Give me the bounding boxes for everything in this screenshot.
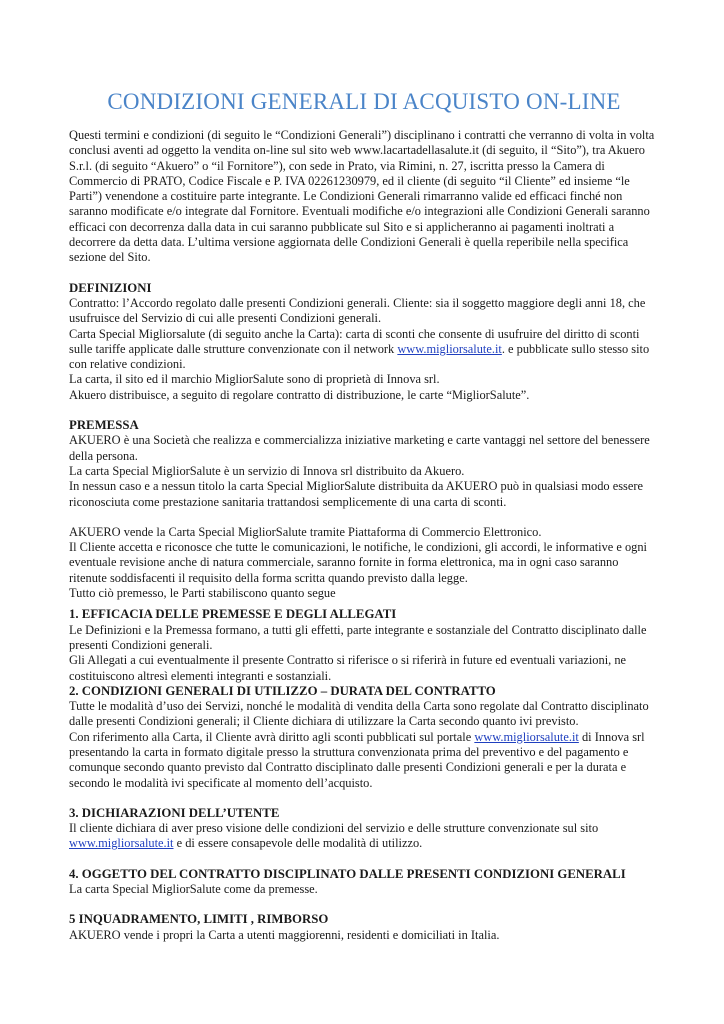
definizioni-paragraph-1: Contratto: l’Accordo regolato dalle presenti Condizioni generali. Cliente: sia il soggetto maggiore degli anni 18, che usufruisce del Servizio di cui alle presenti Condizioni generali. (69, 295, 646, 326)
section-2-paragraph-2: Con riferimento alla Carta, il Cliente avrà diritto agli sconti pubblicati sul portale www.migliorsalute.it di Innova srl presentando la carta in formato digitale presso la struttura convenzionata prima del preventivo e del pagamento e comunque secondo quanto previsto dal Contratto disciplinato dalle presenti Condizioni generali e per la durata e secondo le modalità ivi specificate al momento dell’acquisto. (69, 729, 645, 790)
premessa-paragraph-5: Il Cliente accetta e riconosce che tutte le comunicazioni, le notifiche, le condizioni, gli accordi, le informative e ogni eventuale revisione anche di natura commerciale, saranno fornite in forma elettronica, ma in ogni caso saranno ritenute soddisfacenti il requisito della forma scritta quando previsto dalla legge. (69, 540, 647, 585)
definizioni-paragraph-4: Akuero distribuisce, a seguito di regolare contratto di distribuzione, le carte “MigliorSalute”. (69, 387, 530, 402)
migliorsalute-link[interactable]: www.migliorsalute.it (397, 341, 502, 356)
section-1-paragraph-2: Gli Allegati a cui eventualmente il presente Contratto si riferisce o si riferirà in future ed eventuali variazioni, ne costituiscono altresì elementi integranti e sostanziali. (69, 653, 627, 683)
premessa-paragraph-3: In nessun caso e a nessun titolo la carta Special MigliorSalute distribuita da AKUERO può in qualsiasi modo essere riconosciuta come prestazione sanitaria trattandosi semplicemente di una carta di sconti. (69, 479, 643, 509)
intro-paragraph: Questi termini e condizioni (di seguito le “Condizioni Generali”) disciplinano i contratti che verranno di volta in volta conclusi aventi ad oggetto la vendita on-line sul sito web www.lacartadellasalute.it (di seguito, il “Sito”), tra Akuero S.r.l. (di seguito “Akuero” o “il Fornitore”), con sede in Prato, via Rimini, n. 27, iscritta presso la Camera di Commercio di PRATO, Codice Fiscale e P. IVA 02261230979, ed il cliente (di seguito “il Cliente” ed insieme “le Parti”) venendone a costituire parte integrante. Le Condizioni Generali rimarranno valide ed efficaci finché non saranno modificate e/o integrate dal Fornitore. Eventuali modifiche e/o integrazioni alle Condizioni Generali saranno efficaci con decorrenza dalla data in cui saranno pubblicate sul Sito e si applicheranno ai pagamenti inoltrati a decorrere da detta data. L’ultima versione aggiornata delle Condizioni Generali è quella reperibile nella specifica sezione del Sito. (69, 128, 655, 265)
document-page (69, 88, 659, 943)
document-title: CONDIZIONI GENERALI DI ACQUISTO ON-LINE (107, 89, 621, 114)
section-heading-definizioni: DEFINIZIONI (69, 280, 152, 295)
section-heading-premessa: PREMESSA (69, 418, 139, 433)
premessa-paragraph-6: Tutto ciò premesso, le Parti stabiliscono quanto segue (69, 586, 336, 601)
section-heading-5: 5 INQUADRAMENTO, LIMITI , RIMBORSO (69, 912, 329, 927)
definizioni-paragraph-2: Carta Special Migliorsalute (di seguito anche la Carta): carta di sconti che consente di usufruire del diritto di sconti sulle tariffe applicate dalle strutture convenzionate con il network www.migliorsalute.it. e pubblicate sullo stesso sito con relative condizioni. (69, 326, 650, 372)
migliorsalute-link[interactable]: www.migliorsalute.it (474, 729, 579, 744)
section-5-paragraph-1: AKUERO vende i propri la Carta a utenti maggiorenni, residenti e domiciliati in Italia. (69, 927, 500, 942)
premessa-paragraph-4: AKUERO vende la Carta Special MigliorSalute tramite Piattaforma di Commercio Elettronico. (69, 524, 542, 539)
definizioni-paragraph-3: La carta, il sito ed il marchio MigliorSalute sono di proprietà di Innova srl. (69, 372, 440, 387)
section-heading-2: 2. CONDIZIONI GENERALI DI UTILIZZO – DURATA DEL CONTRATTO (69, 683, 496, 698)
section-heading-4: 4. OGGETTO DEL CONTRATTO DISCIPLINATO DALLE PRESENTI CONDIZIONI GENERALI (69, 866, 626, 881)
premessa-paragraph-1: AKUERO è una Società che realizza e commercializza iniziative marketing e carte vantaggi nel settore del benessere della persona. (69, 433, 650, 463)
section-heading-3: 3. DICHIARAZIONI DELL’UTENTE (69, 805, 280, 820)
section-heading-1: 1. EFFICACIA DELLE PREMESSE E DEGLI ALLEGATI (69, 607, 397, 622)
section-4-paragraph-1: La carta Special MigliorSalute come da premesse. (69, 882, 318, 897)
section-1-paragraph-1: Le Definizioni e la Premessa formano, a tutti gli effetti, parte integrante e sostanziale del Contratto disciplinato dalle presenti Condizioni generali. (69, 622, 647, 652)
premessa-paragraph-2: La carta Special MigliorSalute è un servizio di Innova srl distribuito da Akuero. (69, 463, 465, 478)
section-3-paragraph-1: Il cliente dichiara di aver preso visione delle condizioni del servizio e delle strutture convenzionate sul sito www.migliorsalute.it e di essere consapevole delle modalità di utilizzo. (69, 821, 599, 851)
migliorsalute-link[interactable]: www.migliorsalute.it (69, 836, 174, 851)
section-2-paragraph-1: Tutte le modalità d’uso dei Servizi, nonché le modalità di vendita della Carta sono regolate dal Contratto disciplinato dalle presenti Condizioni generali; il Cliente dichiara di utilizzare la Carta secondo quanto ivi previsto. (69, 699, 649, 729)
definizioni-label: Contratto: (69, 295, 120, 310)
